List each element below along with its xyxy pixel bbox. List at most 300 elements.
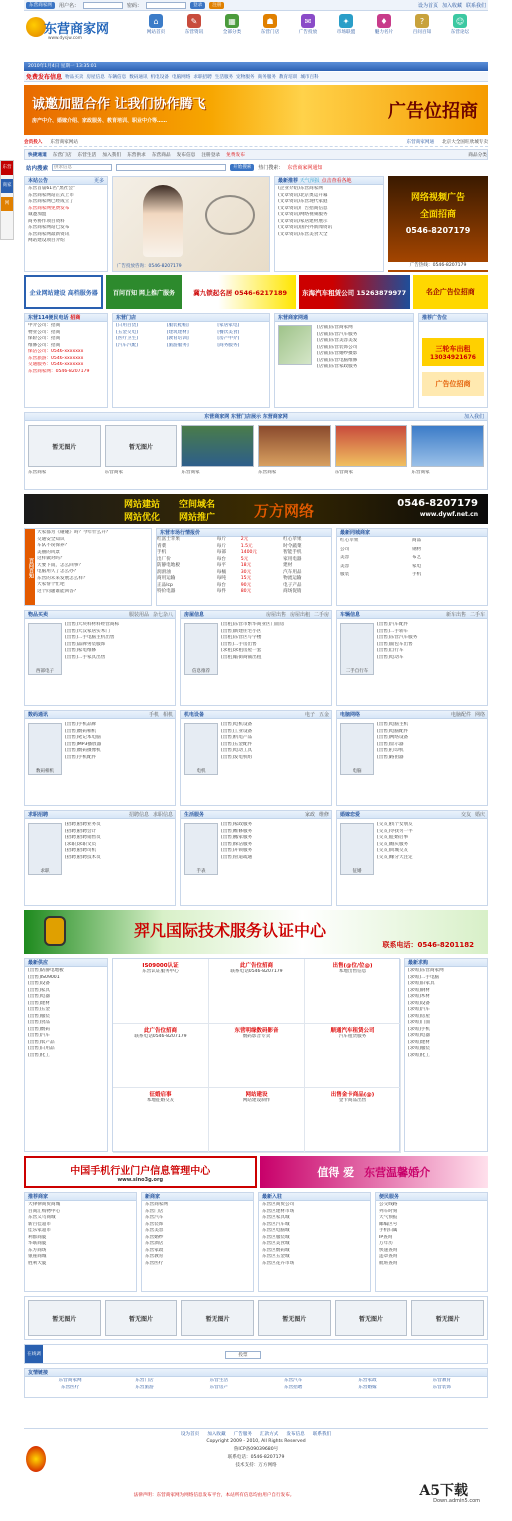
directory-item[interactable]: 保洁公司：0546-xxxxxxx — [28, 349, 84, 354]
supply-item[interactable]: [出售]家具 — [28, 987, 50, 993]
cat-link[interactable]: 数码通讯 — [129, 74, 148, 80]
store-cat[interactable]: [五金交电] — [116, 329, 138, 335]
section-item[interactable]: [出售]电动工具 — [221, 748, 253, 753]
side-float-item[interactable]: 网 — [1, 197, 13, 211]
nav-faq[interactable]: ? 百问百知 — [408, 14, 436, 35]
logo[interactable] — [26, 15, 136, 45]
mobile-portal-ad[interactable]: 中国手机行业门户信息管理中心 www.sino3g.org — [24, 1156, 257, 1188]
recommend-item[interactable]: (文章资讯)广告招商信息 — [278, 205, 328, 211]
bottom-list-item[interactable]: 大律律商贸商城 — [28, 1202, 61, 1207]
section-tab[interactable]: 二手车 — [469, 612, 485, 618]
supply-item[interactable]: [出售]化工 — [28, 1052, 50, 1058]
nav-stores[interactable]: ☗ 东营门店 — [256, 14, 284, 35]
shop-card[interactable]: 暂无图片 东营商家 — [105, 425, 178, 487]
search-keyword-input[interactable] — [116, 164, 226, 171]
section-item[interactable]: [出售]大汉家居实木门 — [65, 628, 110, 634]
supply-item[interactable]: [出售]汽车 — [28, 1033, 50, 1038]
section-item[interactable]: [出售]自行车 — [377, 648, 404, 653]
supply-item[interactable]: [出售]服装 — [28, 1013, 50, 1019]
shop-card[interactable]: 东营商家 — [258, 425, 331, 487]
buy-item[interactable]: [求购]东营商家网 — [408, 968, 444, 973]
friend-link[interactable]: 东营医疗 — [60, 1384, 80, 1390]
recommend-item[interactable]: (文章资讯)国内外新闻资讯 — [278, 225, 333, 230]
faq-item[interactable]: 东营的未来发展怎么样？ — [37, 575, 88, 581]
recommend-item[interactable]: (文章资讯)网络视频服务 — [278, 212, 328, 217]
police-badge-icon[interactable] — [26, 1446, 46, 1472]
footer-link[interactable]: 汇款方式 — [260, 1432, 279, 1437]
section-item[interactable]: [出售]手机品牌 — [65, 722, 97, 727]
section-tab[interactable]: 求职信息 — [152, 812, 173, 818]
buy-item[interactable]: [求购]房屋 — [408, 1013, 430, 1019]
notice-item[interactable]: 东营商家网最新资讯 — [28, 231, 70, 237]
bottom-list-item[interactable]: 东营区花卉市场 — [262, 1260, 295, 1266]
directory-item[interactable]: 维修公司：招商 — [28, 342, 61, 348]
buy-item[interactable]: [求购]门面 — [408, 1020, 430, 1025]
price-row[interactable]: 红富士苹果 每斤 2元 红心苹果 — [157, 537, 302, 542]
section-item[interactable]: [交友]缘分天注定 — [377, 854, 413, 860]
ad-center-cell[interactable] — [209, 1088, 305, 1153]
store-cat[interactable]: [家居家电] — [217, 323, 240, 328]
section-thumbnail[interactable] — [28, 823, 62, 875]
section-item[interactable]: [招聘]招聘销售员 — [65, 835, 101, 840]
shop-card[interactable]: 东营商家 — [335, 425, 408, 487]
search-input[interactable] — [52, 164, 112, 171]
store-cat[interactable]: [服装鞋帽] — [166, 323, 189, 328]
section-item[interactable]: [出售]数码相机 — [65, 728, 97, 734]
section-tab[interactable]: 五金 — [318, 712, 329, 718]
ad-naming[interactable]: 冀九锁起名居 0546-6217189 — [185, 275, 296, 309]
nav-cards[interactable]: ♦ 魅力名片 — [370, 14, 398, 35]
notice-item[interactable]: 东营首届61名“黑社会” — [28, 186, 76, 191]
friend-link[interactable]: 东营装饰 — [432, 1384, 452, 1390]
footer-icp[interactable]: 鲁ICP备09039680号 — [233, 1447, 279, 1452]
buy-item[interactable]: [求购]设备 — [408, 1000, 430, 1006]
store-cat[interactable]: [建筑建材] — [166, 329, 189, 335]
buy-item[interactable]: [求购]汽车 — [408, 1007, 430, 1012]
ad-center-cell[interactable] — [113, 959, 209, 1024]
supply-item[interactable]: [出售]设备 — [28, 981, 50, 986]
store-cat[interactable]: [餐饮美食] — [217, 329, 240, 335]
quick-link[interactable]: 东营门店 — [52, 152, 72, 158]
weather-more[interactable]: 点击查看各地 — [321, 178, 352, 184]
section-item[interactable]: [出售]数码摄像机 — [65, 748, 101, 753]
section-tab[interactable]: 相机 — [162, 712, 173, 718]
tricycle-ad[interactable]: 三轮车出租 13034921676 — [422, 338, 484, 366]
notice-item[interactable]: 诚邀加盟 — [28, 212, 47, 217]
quick-link[interactable]: 加入我们 — [102, 152, 122, 158]
section-tab[interactable]: 手机 — [148, 712, 159, 718]
bottom-list-item[interactable]: 东营区电脑城 — [262, 1228, 290, 1233]
ad-car-rental[interactable]: 东海汽车租赁公司 15263879977 — [299, 275, 410, 309]
notice-more-link[interactable]: 更多 — [93, 178, 104, 184]
supply-item[interactable]: [出售]数码 — [28, 1026, 50, 1032]
buy-item[interactable]: [求购]手机 — [408, 1026, 430, 1032]
directory-item[interactable]: 交通服务：0546-xxxxxxx — [28, 362, 84, 367]
section-item[interactable]: [出售]显示器 — [377, 741, 404, 747]
add-fav-link[interactable]: 加入收藏 — [441, 2, 462, 9]
friend-link[interactable]: 东营婚嫁 — [358, 1384, 377, 1390]
friend-link[interactable]: 东营生活 — [209, 1378, 229, 1383]
bottom-list-item[interactable]: 利群商厦 — [28, 1234, 47, 1240]
section-item[interactable]: [交友]婚庆服务 — [377, 841, 409, 847]
notice-item[interactable]: 东营商家网站正式上市 — [28, 192, 74, 198]
side-float-item[interactable]: 商家 — [1, 179, 13, 193]
ad-center-cell[interactable] — [209, 1024, 305, 1089]
friend-link[interactable]: 东营旅游 — [135, 1384, 154, 1390]
section-item[interactable]: [招聘]招聘业务员 — [65, 822, 101, 827]
latest-merchant[interactable]: 商品 — [412, 538, 422, 543]
bottom-list-item[interactable]: 东营美容 — [145, 1228, 164, 1233]
bottom-list-item[interactable]: 航班查询 — [379, 1260, 398, 1266]
ad-brand-slot[interactable]: 名企广告位招商 — [413, 275, 488, 309]
cat-link[interactable]: 房屋信息 — [86, 74, 105, 80]
quick-link[interactable]: 东营生活 — [77, 152, 97, 158]
section-tab[interactable]: 网络 — [474, 712, 485, 718]
bottom-list-item[interactable]: 东营家政 — [145, 1247, 164, 1253]
merchant-item[interactable]: [店铺]东营装饰公司 — [317, 344, 358, 350]
section-thumbnail[interactable] — [28, 623, 62, 675]
bottom-list-item[interactable]: 东营区美食城 — [262, 1241, 290, 1246]
faq-item[interactable]: 大家帮个忙吧 — [37, 582, 65, 587]
bottom-list-item[interactable]: 东营商家网 — [145, 1202, 168, 1207]
directory-item[interactable]: 东营商家网：0546-8207179 — [28, 368, 90, 374]
store-cat[interactable]: [医疗卫生] — [116, 336, 138, 341]
faq-item[interactable]: 这个问题谁能回答？ — [37, 588, 79, 594]
latest-merchant[interactable]: 红心苹果 — [340, 538, 359, 543]
member-zone[interactable]: 东营商家网通 — [406, 139, 435, 145]
section-title[interactable]: 车辆信息 — [340, 612, 361, 618]
price-row[interactable]: 特价电器 每件 80元 商场促销 — [157, 589, 302, 594]
section-item[interactable]: [出售]手机配件 — [65, 754, 97, 760]
map-thumbnail[interactable] — [278, 325, 312, 365]
nav-forum[interactable]: ☺ 东营论坛 — [446, 14, 474, 35]
ad-center-cell[interactable] — [305, 959, 401, 1024]
bottom-list-item[interactable]: 东营装饰 — [145, 1221, 164, 1227]
section-item[interactable]: [出售]开锁服务 — [221, 848, 253, 853]
notice-item[interactable]: 东营商家网站已发布 — [28, 225, 70, 230]
faq-item[interactable]: 电脑用久了怎么办？ — [37, 569, 79, 574]
footer-link[interactable]: 加入收藏 — [207, 1432, 226, 1437]
quick-link[interactable]: 东营供求 — [127, 152, 146, 158]
faq-item[interactable]: 美丽的风景 — [37, 549, 60, 555]
section-thumbnail[interactable] — [340, 823, 374, 875]
section-thumbnail[interactable] — [340, 623, 374, 675]
buy-item[interactable]: [求购]钢材 — [408, 987, 430, 993]
quick-link[interactable]: 注册登录 — [201, 152, 221, 158]
section-item[interactable]: [出售]五金配件 — [221, 741, 253, 747]
cat-link[interactable]: 城市百科 — [300, 74, 319, 80]
section-item[interactable]: [招聘]招聘司机 — [65, 848, 97, 853]
bottom-thumb[interactable]: 暂无图片 — [411, 1300, 484, 1336]
bottom-list-item[interactable]: 东营区五金城 — [262, 1254, 290, 1259]
ad-center-cell[interactable] — [305, 1088, 401, 1153]
bottom-list-item[interactable]: 东方商场 — [28, 1247, 47, 1253]
friend-link[interactable]: 东营房产 — [209, 1384, 229, 1390]
section-item[interactable]: [出售]保洁服务 — [221, 841, 253, 847]
latest-merchant[interactable]: 美容 — [340, 555, 350, 560]
bottom-list-item[interactable]: 东营义乌商城 — [28, 1215, 56, 1220]
friend-link[interactable]: 东营汽车 — [283, 1378, 303, 1383]
section-title[interactable]: 婚嫁恋爱 — [340, 812, 361, 818]
buy-item[interactable]: [求购]化工 — [408, 1052, 430, 1058]
bottom-list-item[interactable]: 东营区商贸公司 — [262, 1202, 295, 1207]
faq-item[interactable]: 天要下雨，怎么回事？ — [37, 562, 83, 568]
bottom-list-item[interactable]: 快递查询 — [379, 1247, 398, 1253]
section-item[interactable]: [出租]临街商铺出租 — [221, 654, 262, 660]
quick-link[interactable]: 发布信息 — [176, 152, 196, 158]
recommend-item[interactable]: (文章资讯)北京奥运开幕 — [278, 192, 328, 198]
bottom-thumb[interactable]: 暂无图片 — [335, 1300, 408, 1336]
shop-card[interactable]: 东营商家 — [411, 425, 484, 487]
faq-item[interactable]: 车队不误保养？ — [37, 543, 70, 548]
free-post-link[interactable]: 免费发布信息 — [26, 74, 63, 81]
directory-item[interactable]: 东营旅游：0546-xxxxxxx — [28, 355, 84, 361]
section-item[interactable]: [出售]网络设备 — [377, 735, 409, 740]
latest-merchant[interactable]: 美容 — [340, 563, 350, 569]
bottom-thumb[interactable]: 暂无图片 — [258, 1300, 331, 1336]
section-item[interactable]: [招聘]招聘会计 — [65, 828, 97, 834]
supply-item[interactable]: [出售]日用品 — [28, 1046, 55, 1051]
cat-link[interactable]: 生活服务 — [214, 74, 234, 80]
merchant-item[interactable]: [店铺]东营商家网 — [317, 325, 353, 330]
bottom-list-item[interactable]: 东营酒店 — [145, 1241, 164, 1246]
latest-merchant[interactable]: 钢材 — [412, 546, 422, 552]
matchmaking-ad[interactable]: 值得 爱 东营温馨婚介 — [260, 1156, 489, 1188]
footer-link[interactable]: 广告服务 — [233, 1432, 252, 1437]
top-banner-ad[interactable] — [24, 85, 488, 135]
section-item[interactable]: [交友]征婚启事 — [377, 835, 409, 840]
directory-item[interactable]: 保险公司：招商 — [28, 336, 61, 341]
bottom-list-item[interactable]: 东营区建材市场 — [262, 1208, 295, 1214]
section-tab[interactable]: 维修 — [318, 812, 329, 818]
nav-news[interactable]: ✎ 东营资讯 — [180, 14, 208, 35]
section-title[interactable]: 生活服务 — [184, 812, 205, 818]
section-tab[interactable]: 房屋出租 — [289, 612, 310, 618]
section-item[interactable]: [招聘]招聘技术员 — [65, 854, 101, 860]
section-tab[interactable]: 二手房 — [313, 612, 329, 618]
section-tab[interactable]: 家政 — [304, 812, 315, 818]
store-cat[interactable]: [日用百货] — [116, 323, 138, 328]
price-row[interactable]: 青菜 每斤 1.5元 时令蔬菜 — [157, 543, 302, 549]
bottom-list-item[interactable]: 银座商城 — [28, 1254, 47, 1259]
latest-merchant[interactable]: 家电 — [412, 563, 422, 569]
bottom-list-item[interactable]: 东营区服装城 — [262, 1234, 290, 1240]
friend-link[interactable]: 东营家政 — [358, 1378, 377, 1383]
member-sub[interactable]: 北京大全国旺欣城专卖 — [442, 139, 488, 145]
shop-card[interactable]: 东营商家 — [181, 425, 254, 487]
section-tab[interactable]: 杂七杂八 — [152, 612, 173, 618]
section-item[interactable]: [出售]工业设备 — [221, 728, 253, 734]
store-cat[interactable]: [旅游服务] — [166, 342, 189, 348]
price-row[interactable]: 手机 每部 1400元 智能手机 — [157, 550, 302, 555]
recommend-item[interactable]: (文章资讯)家居建材展示 — [278, 218, 328, 224]
bottom-list-item[interactable]: 百商汇购物中心 — [28, 1208, 61, 1214]
section-item[interactable]: [出售]笔记本电脑 — [65, 735, 101, 740]
merchant-item[interactable]: [店铺]东营电脑维修 — [317, 357, 358, 363]
buy-item[interactable]: [求购]旧家具 — [408, 981, 435, 986]
notice-item[interactable]: 东营商家网已经成立了 — [28, 199, 74, 204]
section-tab[interactable]: 电子 — [304, 712, 315, 718]
bottom-list-item[interactable]: 东营区数码城 — [262, 1247, 290, 1253]
region-badge[interactable]: 东营商家网 — [26, 2, 55, 9]
section-title[interactable]: 求职招聘 — [28, 812, 49, 818]
section-item[interactable]: [出售]维修服务 — [221, 828, 253, 834]
center-feature-image[interactable] — [112, 176, 270, 272]
section-item[interactable]: [交友]找个女朋友 — [377, 822, 413, 827]
shop-gallery-more[interactable]: 加入我们 — [463, 414, 484, 420]
quick-link[interactable]: 商品分类 — [468, 152, 487, 158]
section-item[interactable]: [出售]汽车配件 — [377, 622, 409, 627]
section-item[interactable]: [出售]新建住宅小区 — [221, 628, 262, 634]
notice-item[interactable]: 商务协作项目资料 — [28, 218, 65, 224]
section-item[interactable]: [交友]寻找另一半 — [377, 828, 413, 834]
quick-link[interactable]: 免费发布 — [226, 152, 245, 158]
section-tab[interactable]: 交友 — [460, 812, 471, 818]
supply-item[interactable]: [出售]五金 — [28, 1007, 50, 1012]
bottom-list-item[interactable]: IP查询 — [379, 1234, 393, 1240]
section-item[interactable]: [出租]东营区写字楼 — [221, 635, 262, 640]
merchant-item[interactable]: [店铺]东营婚纱摄影 — [317, 351, 358, 356]
nav-union[interactable]: ✦ 市场联盟 — [332, 14, 360, 35]
bottom-list-item[interactable]: 邮编区号 — [379, 1221, 398, 1227]
section-item[interactable]: [出售]打印机 — [377, 748, 404, 753]
price-row[interactable]: 润滑油 每桶 30元 汽车用品 — [157, 569, 302, 575]
contact-link[interactable]: 联系我们 — [465, 2, 486, 9]
section-item[interactable]: [出售]家电维修 — [65, 648, 97, 653]
supply-item[interactable]: [出售]IS09001 — [28, 974, 60, 980]
supply-item[interactable]: [出售]建材 — [28, 1000, 50, 1006]
merchant-item[interactable]: [店铺]东营家政服务 — [317, 364, 358, 369]
bottom-list-item[interactable]: 天气预报 — [379, 1215, 398, 1220]
supply-item[interactable]: [出售]电器 — [28, 994, 50, 999]
section-item[interactable]: [出租]东营市繁华商业区门面房 — [221, 622, 285, 627]
web-service-banner[interactable] — [24, 494, 488, 524]
bottom-list-item[interactable]: 新百佳超市 — [28, 1221, 51, 1227]
login-button[interactable]: 登录 — [190, 2, 205, 9]
bottom-list-item[interactable]: 手机归属 — [379, 1228, 398, 1233]
recommend-item[interactable]: (企业介绍)东营商家网 — [278, 186, 323, 191]
faq-item[interactable]: 交通安全知识 — [37, 536, 65, 542]
cat-link[interactable]: 教育培训 — [278, 74, 298, 80]
supply-item[interactable]: [出售]农产品 — [28, 1039, 55, 1045]
video-ad[interactable] — [388, 176, 488, 272]
section-item[interactable]: [出售]管道疏通 — [221, 854, 253, 860]
store-cat[interactable]: [商务服务] — [217, 342, 240, 348]
section-item[interactable]: [出售]MP3播放器 — [65, 741, 102, 747]
register-button[interactable]: 注册 — [209, 2, 224, 9]
footer-link[interactable]: 发布信息 — [286, 1432, 305, 1437]
price-row[interactable]: 出厂价 每台 5元 家用电器 — [157, 556, 302, 562]
bottom-list-item[interactable]: 东营医疗 — [145, 1260, 164, 1266]
cat-link[interactable]: 机电设备 — [150, 74, 169, 80]
section-title[interactable]: 物品买卖 — [28, 612, 49, 618]
vote-button[interactable]: 投票 — [225, 1351, 261, 1359]
buy-item[interactable]: [求购]建材 — [408, 1039, 430, 1045]
faq-item[interactable]: 大家都为《碰碰》吗？今年什么开？ — [37, 530, 111, 535]
recommend-item[interactable]: (文章资讯)东营美食大全 — [278, 231, 328, 237]
latest-merchant[interactable]: 公司 — [340, 546, 350, 552]
friend-link[interactable]: 东营教育 — [432, 1378, 452, 1383]
side-float-item[interactable]: 东营 — [1, 161, 13, 175]
store-cat[interactable]: [教育培训] — [166, 336, 189, 341]
nav-ads[interactable]: ✉ 广告投放 — [294, 14, 322, 35]
friend-link[interactable]: 东营招聘 — [283, 1384, 303, 1390]
section-item[interactable]: [出售]东营汽车服务 — [377, 635, 418, 640]
latest-merchant[interactable]: 服装 — [340, 572, 350, 577]
nav-home[interactable]: ⌂ 网站首页 — [142, 14, 170, 35]
store-cat[interactable]: [汽车汽配] — [116, 342, 138, 348]
section-tab[interactable]: 房屋出售 — [265, 612, 286, 618]
cat-link[interactable]: 物品买卖 — [65, 74, 84, 80]
set-home-link[interactable]: 设为首页 — [417, 2, 438, 9]
password-input[interactable] — [146, 2, 186, 9]
section-item[interactable]: [出售]二手轿车 — [377, 628, 409, 634]
section-tab[interactable]: 服装用品 — [128, 612, 149, 618]
section-item[interactable]: [出售]二手房出售 — [221, 641, 257, 647]
quick-link[interactable]: 东营商品 — [151, 152, 171, 158]
ad-web-hosting[interactable]: 企业网站建设 高档服务器 — [24, 275, 103, 309]
section-tab[interactable]: 新车出售 — [445, 612, 466, 618]
section-item[interactable]: [出售]路由器 — [377, 754, 404, 760]
bottom-thumb[interactable]: 暂无图片 — [181, 1300, 254, 1336]
section-item[interactable]: [出售]大块料材料经营商标 — [65, 622, 120, 627]
merchant-item[interactable]: [店铺]东营汽车服务 — [317, 331, 358, 337]
section-thumbnail[interactable] — [28, 723, 62, 775]
section-item[interactable]: [出售]电机设备 — [221, 722, 253, 727]
supply-item[interactable]: [出售]食品 — [28, 1020, 50, 1025]
latest-merchant[interactable]: 手机 — [412, 572, 422, 577]
store-cat[interactable]: [房产中介] — [217, 336, 240, 341]
section-item[interactable]: [出售]搬家服务 — [221, 835, 253, 840]
section-thumbnail[interactable] — [184, 623, 218, 675]
notice-item[interactable]: 东营商家网免费发布 — [28, 205, 70, 211]
merchant-item[interactable]: [店铺]东营美容美发 — [317, 338, 358, 343]
supply-item[interactable]: [出售]防静电地板 — [28, 968, 64, 973]
bottom-list-item[interactable]: 佳乐家超市 — [28, 1228, 51, 1233]
bottom-thumb[interactable]: 暂无图片 — [28, 1300, 101, 1336]
weather-tab[interactable]: 天气预报 — [299, 178, 320, 184]
cat-link[interactable]: 宠物服务 — [236, 74, 255, 80]
bottom-list-item[interactable]: 违章查询 — [379, 1254, 398, 1259]
section-item[interactable]: [求职]求职文员 — [65, 841, 97, 847]
buy-item[interactable]: [求购]服装 — [408, 1046, 430, 1051]
section-item[interactable]: [出售]家政服务 — [221, 822, 253, 827]
buy-item[interactable]: [求购]电器 — [408, 1033, 430, 1038]
section-item[interactable]: [出售]品牌男装服饰 — [65, 641, 106, 647]
recommend-item[interactable]: (文章资讯)东营现代家庭 — [278, 199, 328, 204]
section-title[interactable]: 数码通讯 — [28, 712, 49, 718]
section-thumbnail[interactable] — [340, 723, 374, 775]
ad-center-cell[interactable] — [113, 1024, 209, 1089]
section-item[interactable]: [出售]电脑主机 — [377, 722, 409, 727]
bottom-list-item[interactable]: 万年历 — [379, 1241, 393, 1246]
section-item[interactable]: [出售]二手家具出售 — [65, 654, 106, 660]
section-item[interactable]: [交友]同城交友 — [377, 848, 409, 853]
bottom-thumb[interactable]: 暂无图片 — [105, 1300, 178, 1336]
ad-center-cell[interactable] — [305, 1024, 401, 1089]
member-title[interactable]: 东营商家网站 — [50, 139, 78, 145]
friend-link[interactable]: 东营商家网 — [58, 1378, 82, 1383]
nav-categories[interactable]: ▦ 全部分类 — [218, 14, 246, 35]
section-item[interactable]: [出售]电动车 — [377, 654, 404, 660]
section-item[interactable]: [出售]电脑配件 — [377, 728, 409, 734]
section-tab[interactable]: 婚庆 — [474, 812, 485, 818]
bottom-list-item[interactable]: 公交线路 — [379, 1202, 398, 1207]
username-input[interactable] — [83, 2, 123, 9]
section-tab[interactable]: 电脑配件 — [450, 712, 471, 718]
section-item[interactable]: [出售]机电产品 — [221, 735, 253, 740]
faq-item[interactable]: 这样做对吗？ — [37, 556, 65, 561]
